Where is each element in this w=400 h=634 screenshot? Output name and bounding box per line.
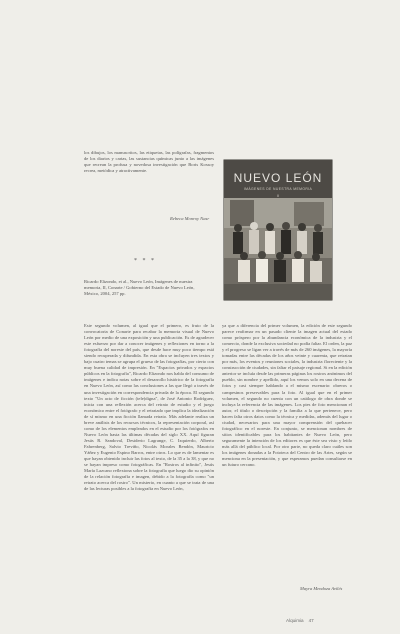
page-number: 47 [308,618,314,623]
cover-title: NUEVO LEÓN [233,171,323,185]
book-cover-image [224,160,332,300]
review-signature-2: Mayra Mendoza Avilés [300,586,343,591]
page-footer [286,618,314,623]
cover-volume: II [277,194,279,198]
section-separator: * * * [134,258,156,264]
footer-section: Alquimia [286,618,304,623]
review-signature-1: Rebeca Monroy Nasr [170,216,210,221]
book-reference: Ricardo Elizondo, et al., Nuevo León, Imágenes de nuestra memoria, II, Conarte / Gobierno del Estado de Nuevo León, México, 2004, 257 pp. [84,279,195,296]
body-column-left: Este segundo volumen, al igual que el primero, es fruto de la convocatoria de Conarte para recabar la memoria visual de Nuevo León por medio de una exposición y una publicación. Es de agradecer este esfuerzo por dar a conocer imágenes y reflexiones en torno a la fotografía del noreste del país, que desde hace muy poco tiempo está siendo recuperada y difundida. En esta obra se incluyen tres textos y bajo cuatro temas se agrupa el grueso de las fotografías, por cierto con muy buena calidad de impresión. En "Espacios privados y espacios públicos en la fotografía", Ricardo Elizondo nos habla del consumo de imágenes e indica notas sobre el desarrollo histórico de la fotografía en Nuevo León, así como las conclusiones a las que llegó a través de una investigación en correspondencia privada de la época. El segundo texto "Un acto de ficción (tele)digna", de José Antonio Rodríguez, inicia con una reflexión acerca del retrato de estudio y el juego económico entre el fotógrafo y el retratado que implica la idealización de sí mismo en una ficción llamada retrato. Más adelante realiza un breve análisis de los recursos técnicos, la representación corporal, así como de los elementos empleados en el estudio por los fotógrafos en Nuevo León hasta las últimas décadas del siglo XX. Aquí figuran Jesús R. Sandoval, Desiderio Lagrange, C. Izquierdo, Alberto Fahrenberg, Salvio Treviño, Nicolás Morales Rendón, Mauricio Yáñez y Eugenio Espino Barros, entre otros. Lo que es de lamentar es que hayan obtenido incluir las fotos al texto, de la 35 a la 38, y que no se hayan impreso como fotográficas. En "Rostros al infinito", Jesús María Lazcano reflexiona sobre la fotografía que luego dio su opinión de la relación fotografía e imagen, debido a la fotografía como "un retrato acerca del rostro". Un misterio, en cuanto a que se trata de una de las lecturas posibles a la fotografía en Nuevo León, [84,323,214,492]
cover-group-photo [224,198,332,300]
intro-paragraph: los dibujos, los manuscritos, las etiquetas, las polígrafas, fragmentos de los diarios y cartas, las sustancias químicas junto a las imágenes que recrean la profusa y novedosa investigación que Boris Kossoy recrea, metódica y atractivamente. [84,150,214,174]
cover-subtitle: IMÁGENES DE NUESTRA MEMORIA [243,187,313,191]
body-column-right: ya que a diferencia del primer volumen, la edición de este segundo parece reafirmar en un pasado cliente la imagen actual del estado como próspero por la abundancia económica de la industria y el comercio, donde la exclusiva sociedad no podía faltar. El orden, la paz y el progreso se ligan ver a través de más de 260 imágenes, la mayoría tomadas entre las décadas de los años veinte y cuarenta, que retratan por más, los eventos y reuniones sociales, la industria floreciente y la construcción de ciudades, sin faltar el paisaje regional. Si en la edición anterior se incluía desde las primeras páginas los rostros anónimos del pueblo, sin nombre y apellido, aquí los vemos solo en una decena de fotos y casi siempre hablando a el mismo escenario: obreros o campesinos preservables para la foto. Al igual que en el primer volumen, el segundo no cuenta con un catálogo de obra donde se incluya la referencia de las imágenes. Los pies de foto mencionan el autor, el título o descripción y la familia a la que pertenece, pero hacen falta otros datos como la técnica y medidas, además del lugar o ciudad, necesarios para una mayor comprensión del quehacer fotográfico en el noreste. En conjunto, se mencionan nombres de sitios identificables para los habitantes de Nuevo León, pero seguramente la intención de los editores es que éste sea visto y leído más allá del público local. Por otro parte, no queda claro cuáles son los imágenes donadas a la Fototeca del Centro de las Artes, según se menciona en la presentación, y que esperamos puedan consultarse en un futuro cercano. [222,323,352,468]
